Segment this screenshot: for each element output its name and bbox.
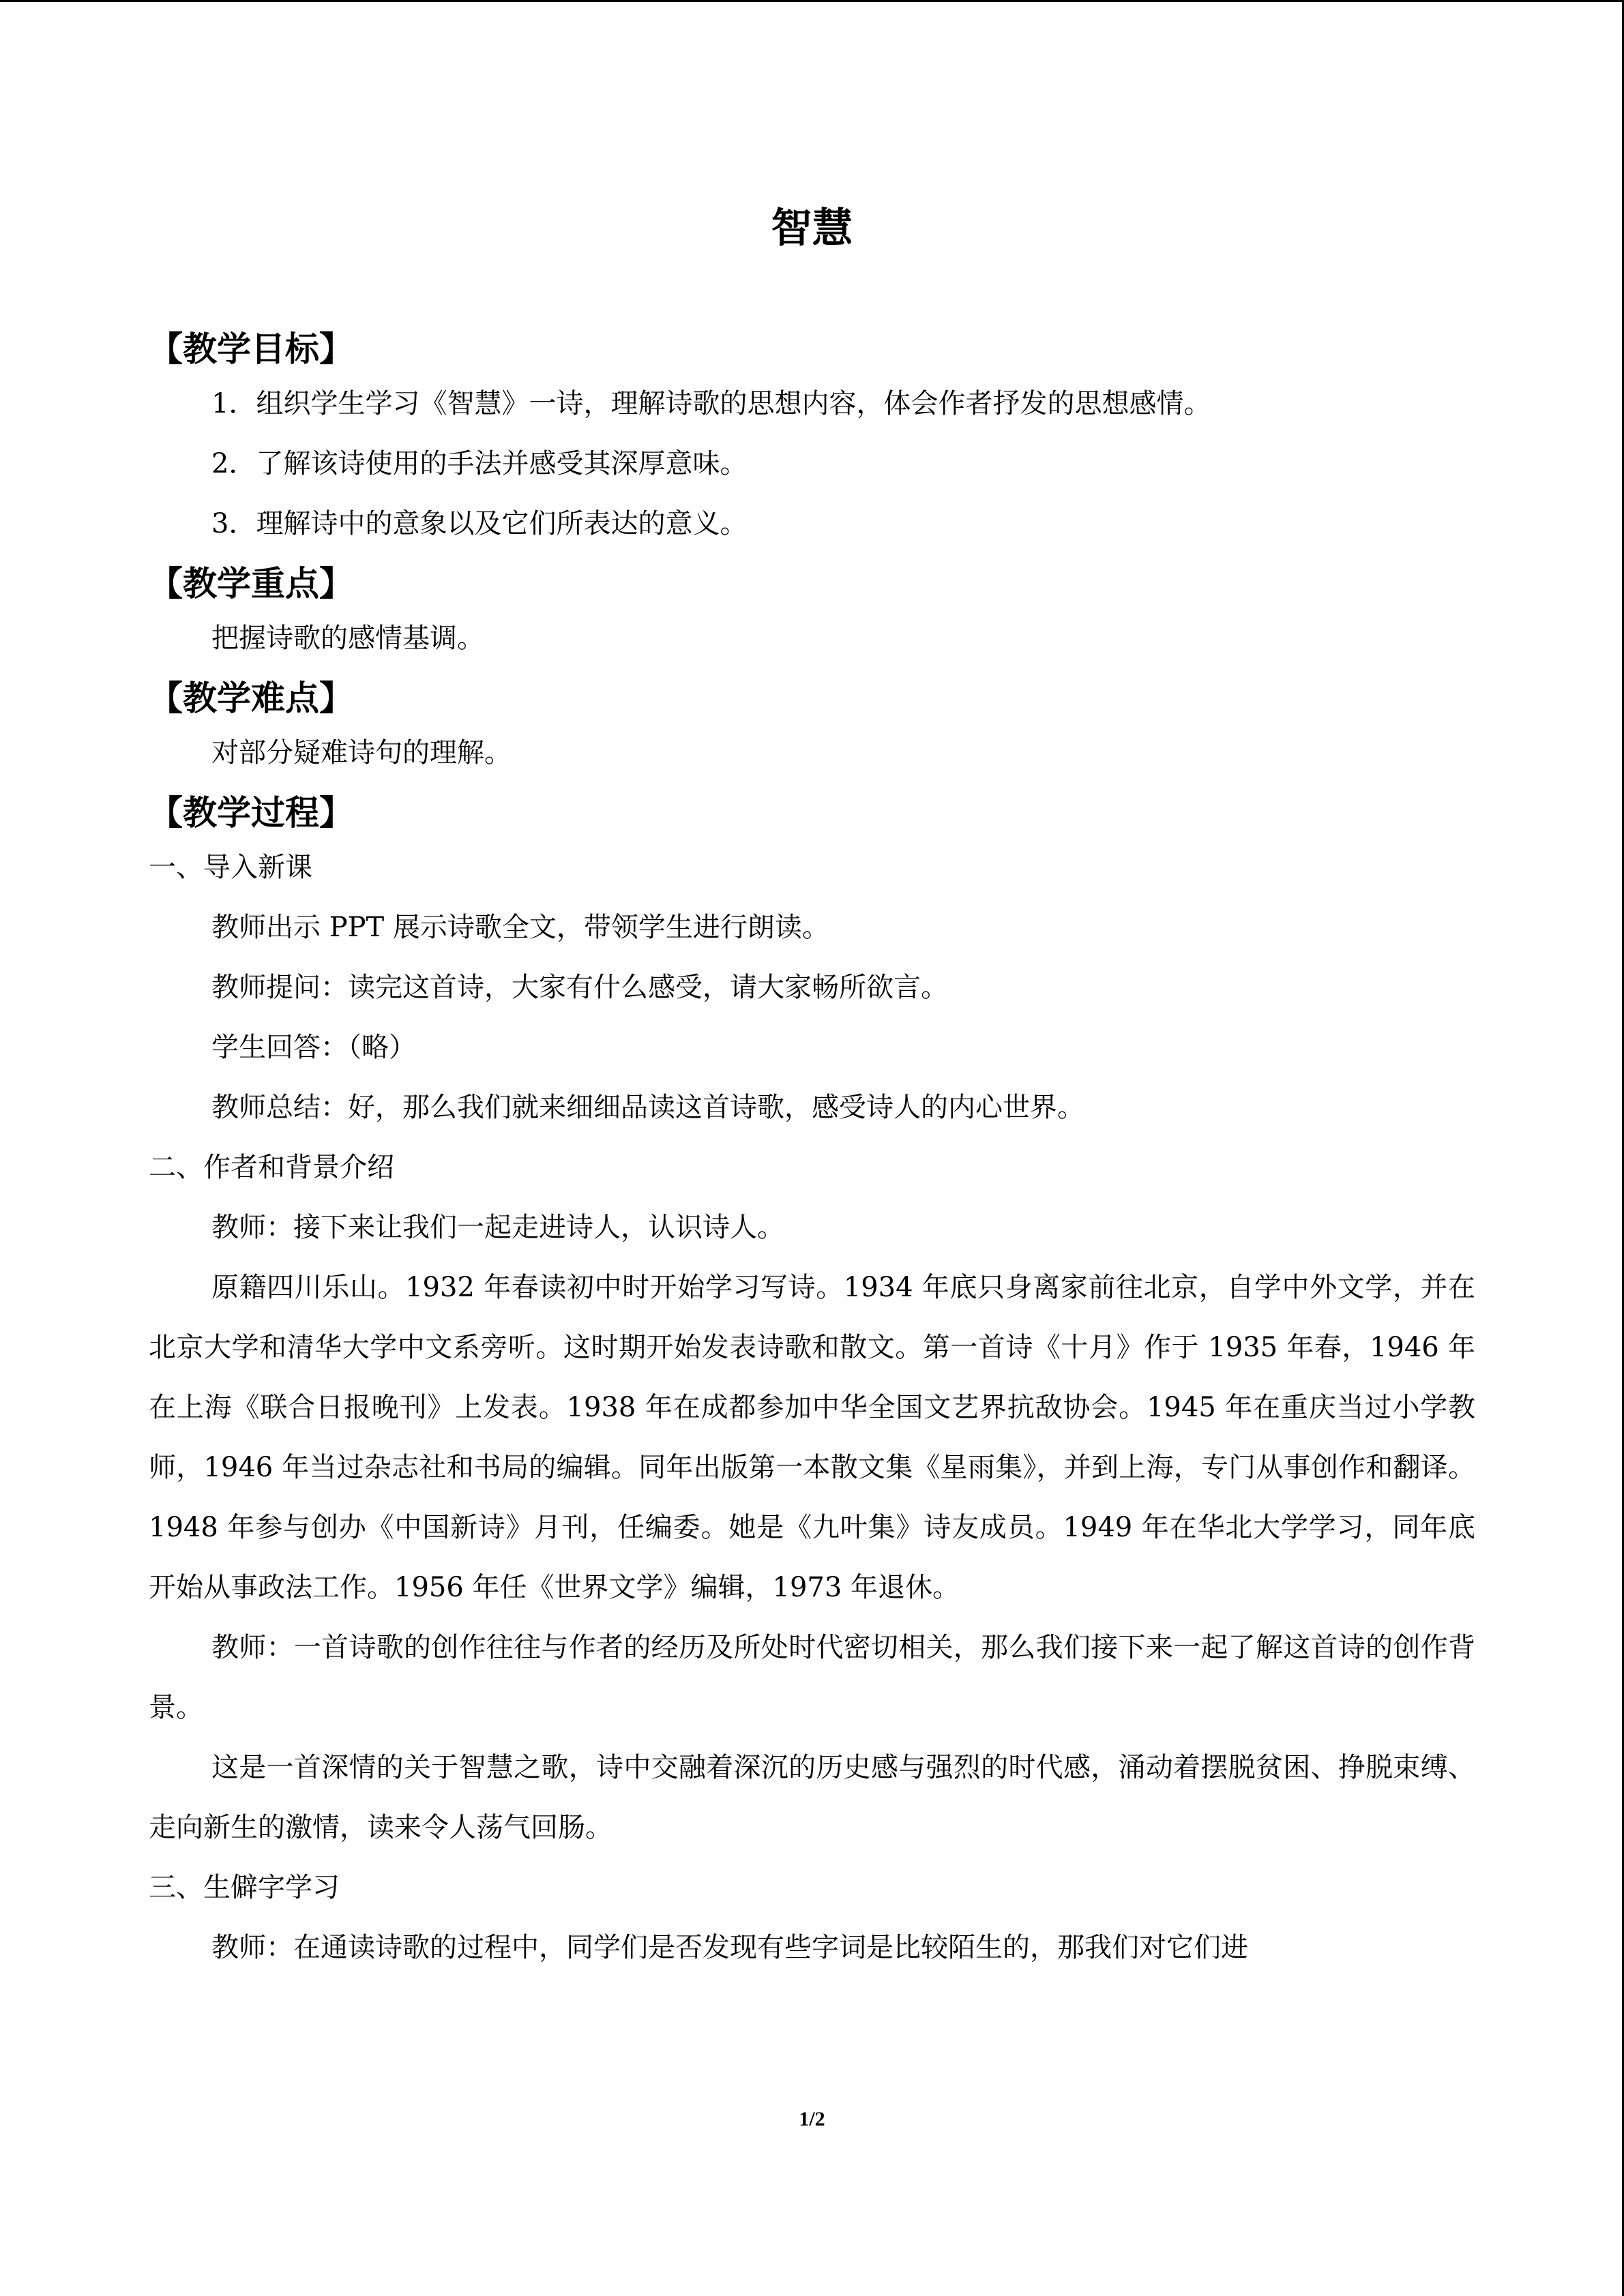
paragraph: 教师总结：好，那么我们就来细细品读这首诗歌，感受诗人的内心世界。 <box>211 1092 1084 1123</box>
key-points-text: 把握诗歌的感情基调。 <box>211 623 484 654</box>
difficult-points-text: 对部分疑难诗句的理解。 <box>211 737 512 769</box>
paragraph: 教师：一首诗歌的创作往往与作者的经历及所处时代密切相关，那么我们接下来一起了解这首诗的创作背景。 <box>149 1632 1475 1723</box>
goal-item: 3．理解诗中的意象以及它们所表达的意义。 <box>211 508 748 539</box>
section-title-author: 二、作者和背景介绍 <box>149 1152 394 1183</box>
paragraph: 教师：接下来让我们一起走进诗人，认识诗人。 <box>211 1212 784 1243</box>
paragraph-author-bio: 原籍四川乐山。1932 年春读初中时开始学习写诗。1934 年底只身离家前往北京，自学中外文学，并在北京大学和清华大学中文系旁听。这时期开始发表诗歌和散文。第一首诗《十月》作于 1935 年春，1946 年在上海《联合日报晚刊》上发表。1938 年在成都参加中华全国文艺界抗敌协会。1945 年在重庆当过小学教师，1946 年当过杂志社和书局的编辑。同年出版第一本散文集《星雨集》，并到上海，专门从事创作和翻译。1948 年参与创办《中国新诗》月刊，任编委。她是《九叶集》诗友成员。1949 年在华北大学学习，同年底开始从事政法工作。1956 年任《世界文学》编辑，1973 年退休。 <box>149 1272 1475 1603</box>
goal-item: 2．了解该诗使用的手法并感受其深厚意味。 <box>211 448 748 479</box>
page-number: 1/2 <box>799 2108 825 2130</box>
section-title-intro: 一、导入新课 <box>149 852 312 883</box>
document-body <box>149 319 1475 1978</box>
section-title-vocab: 三、生僻字学习 <box>149 1872 340 1903</box>
paragraph: 教师：在通读诗歌的过程中，同学们是否发现有些字词是比较陌生的，那我们对它们进 <box>211 1932 1248 1963</box>
goals-heading: 【教学目标】 <box>149 329 353 369</box>
paragraph: 教师出示 PPT 展示诗歌全文，带领学生进行朗读。 <box>211 912 829 943</box>
paragraph: 这是一首深情的关于智慧之歌，诗中交融着深沉的历史感与强烈的时代感，涌动着摆脱贫困、挣脱束缚、走向新生的激情，读来令人荡气回肠。 <box>149 1752 1475 1843</box>
page-top-border <box>0 0 1624 2</box>
paragraph: 教师提问：读完这首诗，大家有什么感受，请大家畅所欲言。 <box>211 972 948 1003</box>
paragraph: 学生回答：（略） <box>211 1032 416 1063</box>
difficult-points-heading: 【教学难点】 <box>149 679 353 718</box>
page-title: 智慧 <box>771 205 853 252</box>
goal-item: 1．组织学生学习《智慧》一诗，理解诗歌的思想内容，体会作者抒发的思想感情。 <box>211 388 1211 419</box>
process-heading: 【教学过程】 <box>149 793 353 833</box>
key-points-heading: 【教学重点】 <box>149 564 353 603</box>
